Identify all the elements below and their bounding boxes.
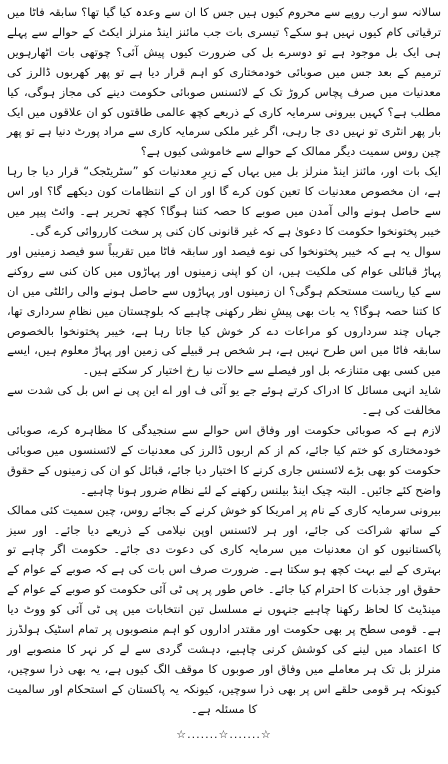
end-of-article-ornament: ☆.......☆.......☆ bbox=[176, 727, 272, 741]
article-paragraph: ایک بات اور، مائنز اینڈ منرلز بل میں یہاں کے زیرِ معدنیات کو ”سٹریٹجک“ قرار دیا جا رہا ہے، ان مخصوص معدنیات کا تعین کون کرے گا اور ان کے انتظامات کون دیکھے گا؟ اور اس سے حاصل ہونے والی آمدن میں صوبے کا حصہ کتنا ہوگا؟ کچھ تحریر ہے۔ وائٹ پیپر میں خیبر پختونخوا حکومت کا دعویٰ ہے کہ غیر قانونی کان کنی پر سخت کارروائی کرے گی۔ bbox=[7, 164, 441, 238]
article-paragraph: بیرونی سرمایہ کاری کے نام پر امریکا کو خوش کرنے کے بجائے روس، چین سمیت کئی ممالک کے ساتھ شراکت کی جائے، اور ہر لائسنس اوپن نیلامی کے ذریعے دیا جائے۔ اور سیز پاکستانیوں کو ان معدنیات میں سرمایہ کاری کی دعوت دی جائے۔ حکومت اگر چاہے تو بہتری کے لیے بہت کچھ ہو سکتا ہے۔ ضرورت صرف اس بات کی ہے کہ صوبے کے عوام کے حقوق اور جذبات کا احترام کیا جائے۔ خاص طور پر پی ٹی آئی حکومت کو صوبے کے عوام کے مینڈیٹ کا لحاظ رکھنا چاہیے جنہوں نے مسلسل تین انتخابات میں پی ٹی آئی کو ووٹ دیا ہے۔ قومی سطح پر بھی حکومت اور مقتدر اداروں کو اہم منصوبوں پر تمام اسٹیک ہولڈرز کا اعتماد میں لینے کی کوشش کرنی چاہیے، دہشت گردی سے لے کر نہر کا منصوبے اور منرلز بل تک ہر معاملے میں وفاق اور صوبوں کا موقف الگ کیوں ہے، یہ بھی ذرا سوچیں، کیونکہ ہر قومی حلقے اس پر بھی ذرا سوچیں، کیونکہ یہ پاکستان کے استحکام اور سالمیت کا مسئلہ ہے۔ bbox=[7, 502, 441, 716]
article-paragraph: شاید انہی مسائل کا ادراک کرتے ہوئے جے یو آئی ف اور اے این پی نے اس بل کی شدت سے مخالفت کی ہے۔ bbox=[7, 383, 441, 418]
article-paragraph: سالانہ سو ارب روپے سے محروم کیوں ہیں جس کا ان سے وعدہ کیا گیا تھا؟ سابقہ فاٹا میں ترقیاتی کام کیوں نہیں ہو سکے؟ تیسری بات جب مائنز اینڈ منرلز ایکٹ کے حوالے سے پہلے ہی ایک بل موجود ہے تو دوسرے بل کی ضرورت کیوں پیش آئی؟ چوتھی بات اٹھارہویں ترمیم کے بعد جس میں صوبائی خودمختاری کو اہم قرار دیا ہے تو پھر کھربوں ڈالرز کی معدنیات میں صرف پچاس کروڑ تک کے لائسنس صوبائی حکومت دینے کی مجاز ہوگی، کیا مطلب ہے؟ کہیں بیرونی سرمایہ کاری کے ذریعے کچھ عالمی طاقتوں کو ان علاقوں میں ایک بار پھر انٹری تو نہیں دی جا رہی، اگر غیر ملکی سرمایہ کاری سے مراد پورٹ دنیا ہے تو پھر چین روس سمیت دیگر ممالک کے حوالے سے خاموشی کیوں ہے؟ bbox=[7, 5, 441, 159]
article-paragraph: لازم ہے کہ صوبائی حکومت اور وفاق اس حوالے سے سنجیدگی کا مظاہرہ کرے، صوبائی خودمختاری کو ختم کیا جائے، کم از کم اربوں ڈالرز کی معدنیات کے لائسنسوں میں صوبائی حکومت کو بھی بڑے لائسنس جاری کرنے کا اختیار دیا جائے، قبائل کو ان کی زمینوں کے حقوق واضح کئے جائیں۔ البتہ چیک اینڈ بیلنس رکھنے کے لئے نظام ضرور ہونا چاہیے۔ bbox=[7, 423, 441, 497]
article-paragraph: سوال یہ ہے کہ خیبر پختونخوا کی نوے فیصد اور سابقہ فاٹا میں تقریباً سو فیصد زمینیں اور پہاڑ قبائلی عوام کی ملکیت ہیں، ان کو اپنی زمینوں اور پہاڑوں میں کان کنی سے روکنے سے کیا ریاست مستحکم ہوگی؟ ان زمینوں اور پہاڑوں سے حاصل ہونے والی رائلٹی میں ان کا کتنا حصہ ہوگا؟ یہ بات بھی پیشِ نظر رکھنی چاہیے کہ بلوچستان میں نظامِ سرداری تھا، جہاں چند سرداروں کو مراعات دے کر خوش کیا جاتا رہا ہے، خیبر پختونخوا بالخصوص سابقہ فاٹا میں اس طرح نہیں ہے، ہر شخص ہر قبیلے کی زمین اور پہاڑ معلوم ہیں، ایسے میں کسی بھی متنازعہ بل اور فیصلے سے حالات نیا رخ اختیار کر سکتے ہیں۔ bbox=[7, 243, 441, 378]
